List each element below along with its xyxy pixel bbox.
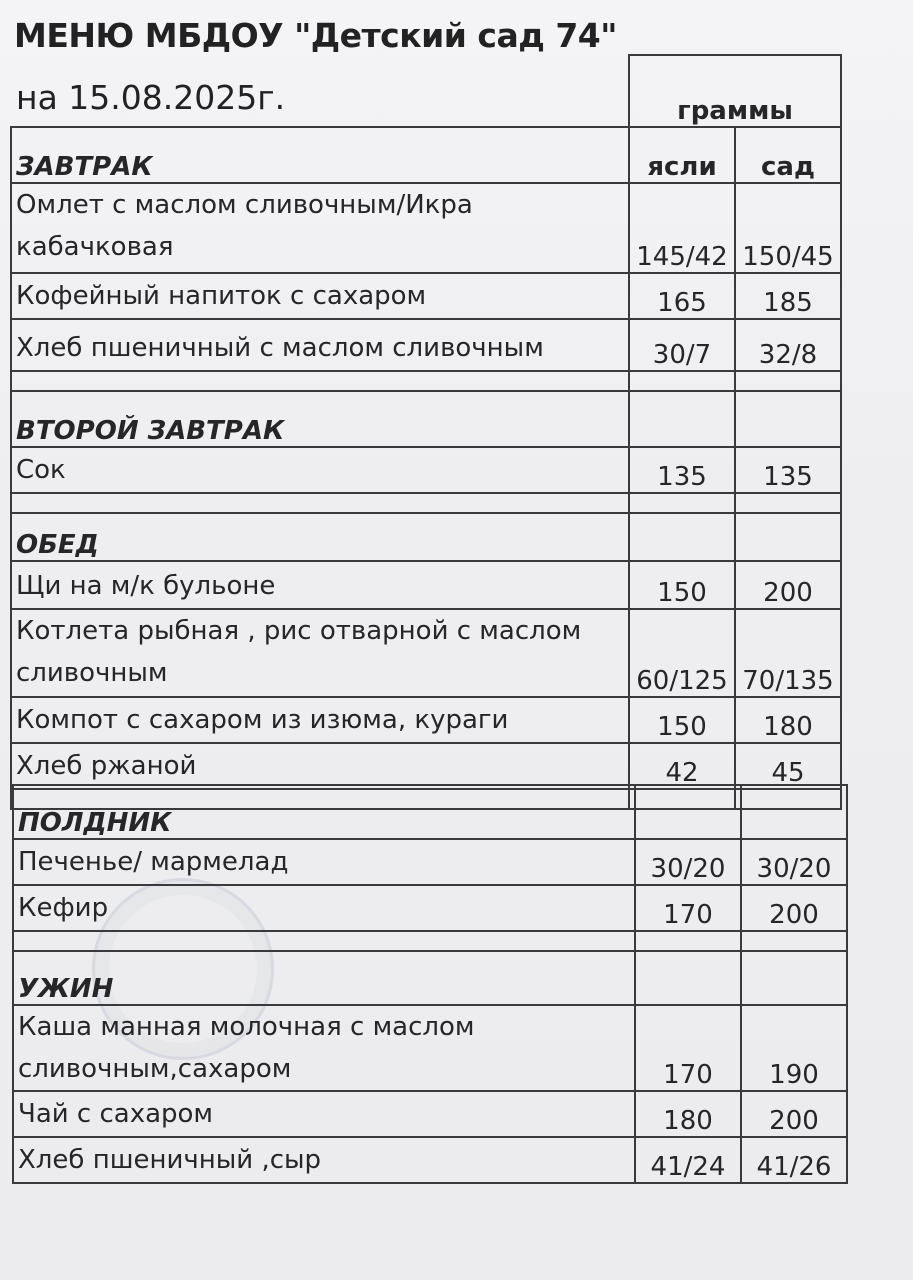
nursery-grams: 170: [635, 885, 741, 931]
section-title-dinner: УЖИН: [13, 951, 635, 1005]
garden-grams: 200: [741, 1091, 847, 1137]
nursery-grams: 41/24: [635, 1137, 741, 1183]
blank-row: [11, 371, 841, 391]
grams-label: граммы: [629, 55, 841, 127]
menu-date: на 15.08.2025г.: [16, 78, 286, 117]
nursery-grams: 150: [629, 697, 735, 743]
nursery-grams: 180: [635, 1091, 741, 1137]
section-title-snack: ПОЛДНИК: [13, 785, 635, 839]
dish-name: Кефир: [13, 885, 635, 931]
section-title-second-breakfast: ВТОРОЙ ЗАВТРАК: [11, 391, 629, 447]
garden-grams: 32/8: [735, 319, 841, 371]
page-title: МЕНЮ МБДОУ "Детский сад 74": [14, 16, 617, 55]
garden-grams: 185: [735, 273, 841, 319]
section-title-breakfast: ЗАВТРАК: [11, 127, 629, 183]
dish-name: Кофейный напиток с сахаром: [11, 273, 629, 319]
section-row-lunch: [11, 513, 841, 561]
nursery-grams: 60/125: [629, 609, 735, 697]
section-row-breakfast: [11, 127, 841, 183]
grams-header-box: [628, 54, 842, 128]
dish-name: Хлеб пшеничный с маслом сливочным: [11, 319, 629, 371]
menu-row: [13, 1005, 847, 1091]
garden-grams: 200: [741, 885, 847, 931]
garden-grams: 70/135: [735, 609, 841, 697]
blank-row: [11, 493, 841, 513]
dish-name: Хлеб пшеничный ,сыр: [13, 1137, 635, 1183]
garden-grams: 200: [735, 561, 841, 609]
nursery-grams: 42: [629, 743, 735, 789]
menu-table-top: [10, 126, 842, 810]
menu-row: [11, 561, 841, 609]
section-title-lunch: ОБЕД: [11, 513, 629, 561]
nursery-grams: 135: [629, 447, 735, 493]
menu-row: [11, 273, 841, 319]
garden-grams: 45: [735, 743, 841, 789]
menu-row: [13, 839, 847, 885]
menu-table-bottom: [12, 784, 848, 1184]
garden-grams: 150/45: [735, 183, 841, 273]
menu-row: [13, 885, 847, 931]
menu-row: [11, 743, 841, 789]
blank-row: [13, 931, 847, 951]
nursery-grams: 165: [629, 273, 735, 319]
dish-name: Хлеб ржаной: [11, 743, 629, 789]
nursery-grams: 30/7: [629, 319, 735, 371]
garden-grams: 190: [741, 1005, 847, 1091]
column-header-nursery: ясли: [629, 127, 735, 183]
menu-row: [11, 183, 841, 273]
section-row-second-breakfast: [11, 391, 841, 447]
garden-grams: 135: [735, 447, 841, 493]
dish-name: Чай с сахаром: [13, 1091, 635, 1137]
nursery-grams: 30/20: [635, 839, 741, 885]
nursery-grams: 170: [635, 1005, 741, 1091]
dish-name: Котлета рыбная , рис отварной с маслом сливочным: [11, 609, 629, 697]
menu-row: [11, 697, 841, 743]
menu-row: [11, 609, 841, 697]
garden-grams: 180: [735, 697, 841, 743]
dish-name: Омлет с маслом сливочным/Икра кабачковая: [11, 183, 629, 273]
column-header-garden: сад: [735, 127, 841, 183]
menu-row: [13, 1137, 847, 1183]
menu-row: [11, 447, 841, 493]
garden-grams: 41/26: [741, 1137, 847, 1183]
menu-row: [13, 1091, 847, 1137]
dish-name: Сок: [11, 447, 629, 493]
garden-grams: 30/20: [741, 839, 847, 885]
section-row-snack: [13, 785, 847, 839]
nursery-grams: 145/42: [629, 183, 735, 273]
dish-name: Щи на м/к бульоне: [11, 561, 629, 609]
nursery-grams: 150: [629, 561, 735, 609]
section-row-dinner: [13, 951, 847, 1005]
menu-row: [11, 319, 841, 371]
dish-name: Каша манная молочная с маслом сливочным,сахаром: [13, 1005, 635, 1091]
dish-name: Печенье/ мармелад: [13, 839, 635, 885]
dish-name: Компот с сахаром из изюма, кураги: [11, 697, 629, 743]
